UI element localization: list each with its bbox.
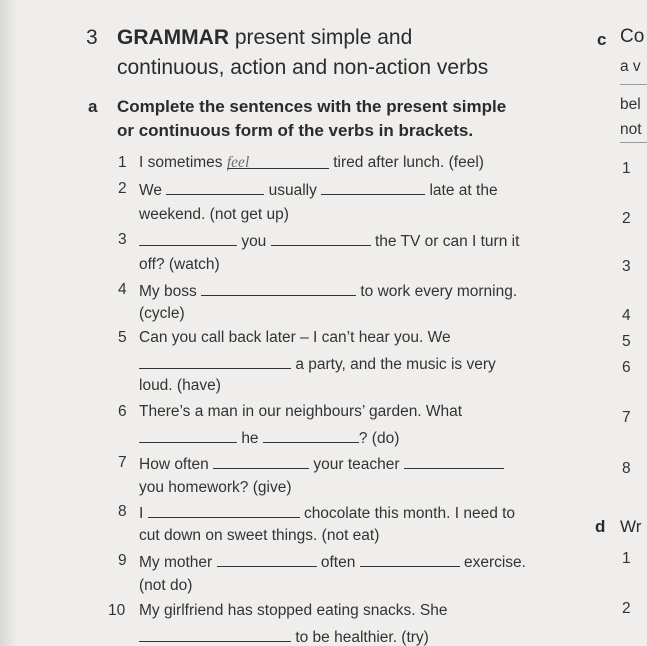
item-text: off? (watch) xyxy=(139,256,220,273)
answer-blank[interactable] xyxy=(321,180,425,195)
exercise-d-num: 2 xyxy=(622,600,631,617)
answer-blank[interactable] xyxy=(139,428,237,443)
exercise-c-text-3: not xyxy=(620,121,642,138)
item-number: 8 xyxy=(118,503,127,520)
divider xyxy=(620,84,647,85)
page-binding-shadow xyxy=(0,0,18,646)
item-text: My mother xyxy=(139,554,213,571)
section-number: 3 xyxy=(86,26,98,49)
list-item xyxy=(139,354,496,374)
item-text: you xyxy=(241,233,267,250)
item-text: your teacher xyxy=(313,456,400,473)
title-text-1: present simple and xyxy=(234,26,413,49)
grammar-label: GRAMMAR xyxy=(117,26,229,49)
list-item xyxy=(139,428,399,448)
item-text: Can you call back later – I can’t hear you. We xyxy=(139,329,451,346)
item-text: ? (do) xyxy=(358,430,400,447)
exercise-c-num: 4 xyxy=(622,307,631,324)
exercise-c-num: 6 xyxy=(622,359,631,376)
answer-blank[interactable] xyxy=(139,354,291,369)
list-item xyxy=(139,503,515,523)
item-text: you homework? (give) xyxy=(139,479,292,496)
item-text: late at the xyxy=(429,182,498,199)
item-number: 7 xyxy=(118,454,127,471)
divider xyxy=(620,142,647,143)
item-text: We xyxy=(139,182,162,199)
item-text: I xyxy=(139,505,144,522)
item-text: chocolate this month. I need to xyxy=(303,505,516,522)
section-title-line1 xyxy=(117,26,412,50)
answer-blank[interactable] xyxy=(227,154,329,169)
exercise-c-title: Co xyxy=(620,26,645,47)
item-text: the TV or can I turn it xyxy=(374,233,520,250)
item-text: to be healthier. (try) xyxy=(295,629,429,646)
exercise-c-num: 2 xyxy=(622,210,631,227)
item-text: How often xyxy=(139,456,209,473)
section-title-line2: continuous, action and non-action verbs xyxy=(117,56,489,79)
answer-blank[interactable] xyxy=(217,552,317,567)
exercise-c-num: 7 xyxy=(622,409,631,426)
answer-blank[interactable] xyxy=(139,231,237,246)
item-text: to work every morning. xyxy=(360,283,518,300)
list-item xyxy=(139,281,517,301)
item-text: often xyxy=(320,554,356,571)
list-item xyxy=(139,154,484,172)
item-number: 10 xyxy=(108,602,126,619)
exercise-c-letter: c xyxy=(597,30,607,49)
item-number: 1 xyxy=(118,154,127,171)
answer-blank[interactable] xyxy=(263,428,359,443)
item-number: 5 xyxy=(118,329,127,346)
answer-blank[interactable] xyxy=(404,454,504,469)
item-text: he xyxy=(241,430,259,447)
exercise-a-instruction-1: Complete the sentences with the present simple xyxy=(117,97,507,116)
answer-text: feel xyxy=(226,154,250,171)
item-text: exercise. xyxy=(463,554,526,571)
exercise-d-title: Wr xyxy=(620,517,642,536)
answer-blank[interactable] xyxy=(148,503,300,518)
list-item xyxy=(139,180,498,200)
item-number: 3 xyxy=(118,231,127,248)
item-text: (not do) xyxy=(139,577,193,594)
item-number: 6 xyxy=(118,403,127,420)
item-text: cut down on sweet things. (not eat) xyxy=(139,527,380,544)
item-number: 9 xyxy=(118,552,127,569)
list-item xyxy=(139,627,429,646)
exercise-d-num: 1 xyxy=(622,550,631,567)
exercise-c-num: 5 xyxy=(622,333,631,350)
answer-blank[interactable] xyxy=(360,552,460,567)
item-text: loud. (have) xyxy=(139,377,221,394)
answer-blank[interactable] xyxy=(201,281,356,296)
exercise-c-num: 3 xyxy=(622,258,631,275)
item-text: weekend. (not get up) xyxy=(139,206,289,223)
list-item xyxy=(139,231,519,251)
item-number: 4 xyxy=(118,281,127,298)
item-number: 2 xyxy=(118,180,127,197)
list-item xyxy=(139,454,504,474)
exercise-a-letter: a xyxy=(88,97,98,116)
item-text: usually xyxy=(268,182,317,199)
item-text: My girlfriend has stopped eating snacks. She xyxy=(139,602,448,619)
exercise-c-num: 8 xyxy=(622,460,631,477)
answer-blank[interactable] xyxy=(213,454,309,469)
exercise-c-num: 1 xyxy=(622,160,631,177)
exercise-c-text-2: bel xyxy=(620,96,641,113)
exercise-c-text-1: a v xyxy=(620,58,641,75)
answer-blank[interactable] xyxy=(271,231,371,246)
answer-blank[interactable] xyxy=(139,627,291,642)
exercise-d-letter: d xyxy=(595,517,606,536)
item-text: There’s a man in our neighbours’ garden. What xyxy=(139,403,463,420)
item-text: My boss xyxy=(139,283,197,300)
answer-blank[interactable] xyxy=(166,180,264,195)
list-item xyxy=(139,552,526,572)
item-text: (cycle) xyxy=(139,305,185,322)
item-text: I sometimes xyxy=(139,154,223,171)
item-text: a party, and the music is very xyxy=(295,356,496,373)
item-text: tired after lunch. (feel) xyxy=(333,154,484,171)
exercise-a-instruction-2: or continuous form of the verbs in brackets. xyxy=(117,121,474,140)
